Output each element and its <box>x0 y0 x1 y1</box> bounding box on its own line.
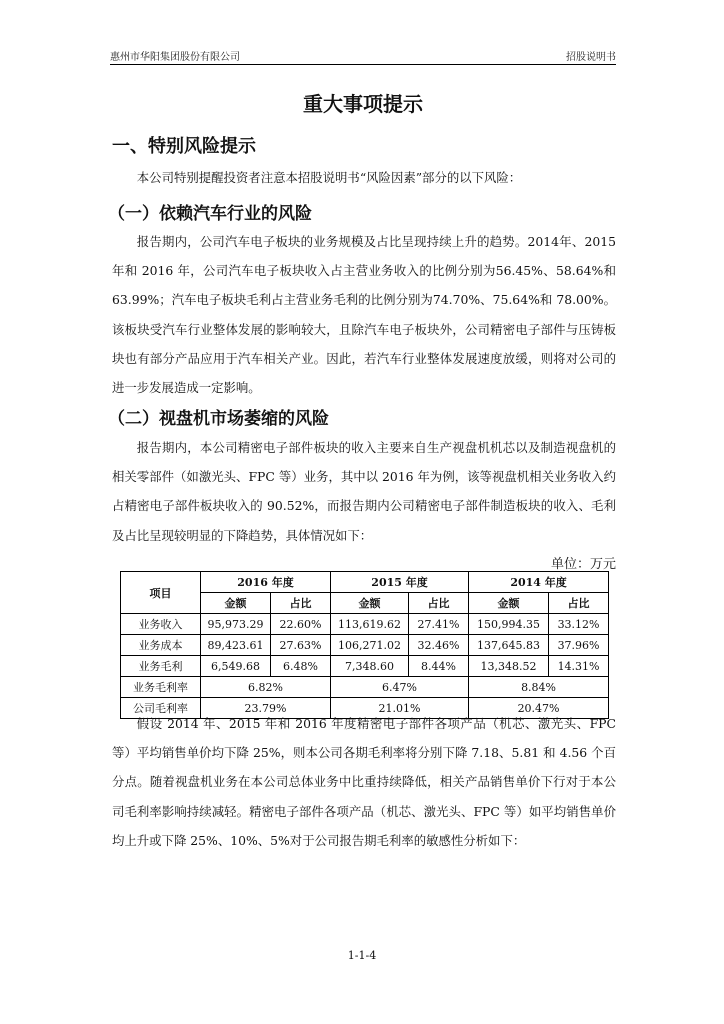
table-cell: 23.79% <box>201 698 331 719</box>
header-divider <box>110 64 616 65</box>
sub-header-amount: 金额 <box>331 593 409 614</box>
risk2-heading: （二）视盘机市场萎缩的风险 <box>108 409 329 429</box>
table-cell: 6.47% <box>331 677 469 698</box>
table-cell: 14.31% <box>549 656 609 677</box>
table-cell: 150,994.35 <box>469 614 549 635</box>
page-title: 重大事项提示 <box>303 92 423 116</box>
sub-header-ratio: 占比 <box>271 593 331 614</box>
table-cell: 89,423.61 <box>201 635 271 656</box>
table-cell: 33.12% <box>549 614 609 635</box>
page-header <box>110 48 616 63</box>
after-table-paragraph: 假设 2014 年、2015 年和 2016 年度精密电子部件各项产品（机芯、激光头、FPC 等）平均销售单价均下降 25%，则本公司各期毛利率将分别下降 7.18、5.81 和 4.56 个百分点。随着视盘机业务在本公司总体业务中比重持续降低，相关产品销售单价下行对于本公司毛利率影响持续减轻。精密电子部件各项产品（机芯、激光头、FPC 等）如平均销售单价均上升或下降 25%、10%、5%对于公司报告期毛利率的敏感性分析如下： <box>112 716 616 848</box>
table-cell: 32.46% <box>409 635 469 656</box>
row-label: 业务成本 <box>121 635 201 656</box>
year-header: 2014 年度 <box>469 572 609 593</box>
row-label: 业务收入 <box>121 614 201 635</box>
table-cell: 113,619.62 <box>331 614 409 635</box>
header-doc-type: 招股说明书 <box>566 52 616 63</box>
table-cell: 8.44% <box>409 656 469 677</box>
sub-header-ratio: 占比 <box>409 593 469 614</box>
table-cell: 37.96% <box>549 635 609 656</box>
section-heading-special-risk: 一、特别风险提示 <box>112 136 256 157</box>
table-cell: 137,645.83 <box>469 635 549 656</box>
table-row <box>121 614 609 635</box>
risk2-body: 报告期内，本公司精密电子部件板块的收入主要来自生产视盘机机芯以及制造视盘机的相关零部件（如激光头、FPC 等）业务，其中以 2016 年为例，该等视盘机相关业务收入约占精密电子部件板块收入的 90.52%，而报告期内公司精密电子部件制造板块的收入、毛利及占比呈现较明显的下降趋势，具体情况如下： <box>112 440 616 543</box>
table-cell: 21.01% <box>331 698 469 719</box>
sub-header-amount: 金额 <box>469 593 549 614</box>
revenue-table <box>120 571 609 719</box>
sub-header-ratio: 占比 <box>549 593 609 614</box>
table-cell: 20.47% <box>469 698 609 719</box>
row-label: 业务毛利率 <box>121 677 201 698</box>
table-cell: 27.41% <box>409 614 469 635</box>
section-intro: 本公司特别提醒投资者注意本招股说明书“风险因素”部分的以下风险： <box>136 170 522 185</box>
table-cell: 7,348.60 <box>331 656 409 677</box>
table-cell: 95,973.29 <box>201 614 271 635</box>
header-company: 惠州市华阳集团股份有限公司 <box>110 52 240 63</box>
table-cell: 6,549.68 <box>201 656 271 677</box>
table-cell: 6.82% <box>201 677 331 698</box>
risk1-body: 报告期内，公司汽车电子板块的业务规模及占比呈现持续上升的趋势。2014年、2015 年和 2016 年，公司汽车电子板块收入占主营业务收入的比例分别为56.45%、58.64%和 63.99%；汽车电子板块毛利占主营业务毛利的比例分别为74.70%、75.64%和 78.00%。该板块受汽车行业整体发展的影响较大，且除汽车电子板块外，公司精密电子部件与压铸板块也有部分产品应用于汽车相关产业。因此，若汽车行业整体发展速度放缓，则将对公司的进一步发展造成一定影响。 <box>112 234 616 396</box>
table-row <box>121 635 609 656</box>
table-cell: 8.84% <box>469 677 609 698</box>
risk1-heading: （一）依赖汽车行业的风险 <box>108 204 312 224</box>
row-label: 公司毛利率 <box>121 698 201 719</box>
year-header: 2015 年度 <box>331 572 469 593</box>
col-item-header: 项目 <box>121 572 201 614</box>
table-cell: 27.63% <box>271 635 331 656</box>
page-number: 1-1-4 <box>347 949 377 962</box>
table-cell: 13,348.52 <box>469 656 549 677</box>
table-cell: 6.48% <box>271 656 331 677</box>
year-header: 2016 年度 <box>201 572 331 593</box>
table-row <box>121 677 609 698</box>
table-row <box>121 656 609 677</box>
row-label: 业务毛利 <box>121 656 201 677</box>
unit-label: 单位：万元 <box>550 557 616 572</box>
sub-header-amount: 金额 <box>201 593 271 614</box>
table-cell: 106,271.02 <box>331 635 409 656</box>
table-cell: 22.60% <box>271 614 331 635</box>
